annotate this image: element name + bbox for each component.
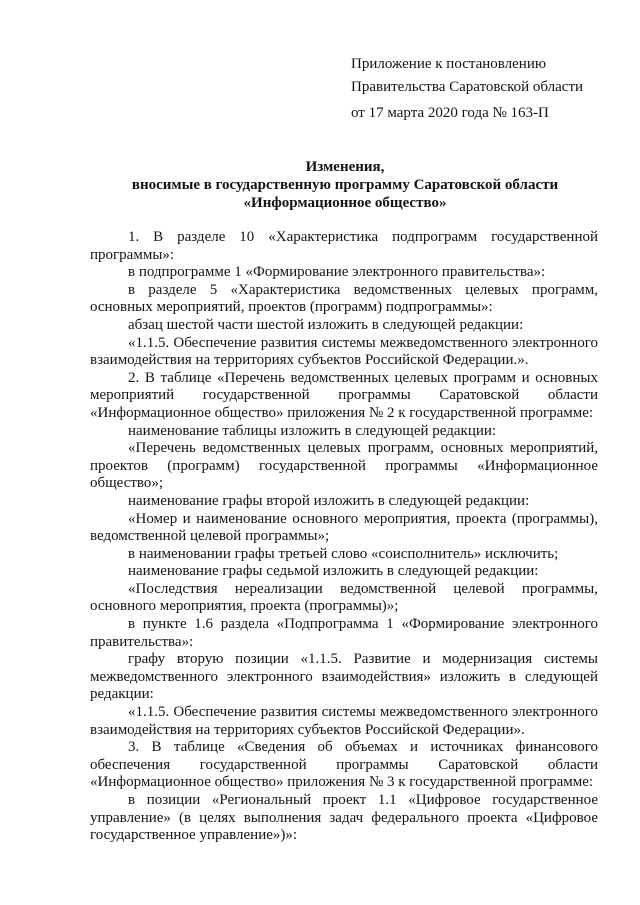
- paragraph: «Перечень ведомственных целевых программ, основных мероприятий, проектов (программ) государственной программы «Информационное общество»;: [90, 440, 598, 492]
- paragraph: «1.1.5. Обеспечение развития системы межведомственного электронного взаимодействия на территориях субъектов Российской Федерации».: [90, 704, 598, 738]
- title-line-3: «Информационное общество»: [243, 195, 447, 211]
- paragraph: в разделе 5 «Характеристика ведомственных целевых программ, основных мероприятий, проектов (программ) подпрограммы»:: [90, 281, 598, 316]
- appendix-line-2: Правительства Саратовской области: [351, 79, 584, 95]
- paragraph: наименование графы седьмой изложить в следующей редакции:: [128, 563, 539, 580]
- paragraph: в позиции «Региональный проект 1.1 «Цифровое государственное управление» (в целях выполнения задач федерального проекта «Цифровое государственное управление»)»:: [90, 792, 598, 844]
- appendix-header: [351, 53, 583, 125]
- appendix-line-1: Приложение к постановлению: [351, 56, 547, 72]
- paragraph: наименование графы второй изложить в следующей редакции:: [128, 492, 530, 509]
- title-line-1: Изменения,: [305, 159, 385, 175]
- paragraph: наименование таблицы изложить в следующей редакции:: [128, 422, 497, 439]
- paragraph: графу вторую позиции «1.1.5. Развитие и модернизация системы межведомственного электронного взаимодействия» изложить в следующей редакции:: [90, 651, 598, 703]
- title-line-2: вносимые в государственную программу Саратовской области: [131, 177, 559, 193]
- appendix-date-line: от 17 марта 2020 года № 163-П: [351, 105, 549, 121]
- document-title: [90, 158, 600, 212]
- paragraph: 2. В таблице «Перечень ведомственных целевых программ и основных мероприятий государственной программы Саратовской области «Информационное общество» приложения № 2 к государственной программе:: [90, 369, 598, 421]
- paragraph: в пункте 1.6 раздела «Подпрограмма 1 «Формирование электронного правительства»:: [90, 616, 598, 650]
- paragraph: «Номер и наименование основного мероприятия, проекта (программы), ведомственной целевой программы»;: [90, 510, 598, 545]
- paragraph: 3. В таблице «Сведения об объемах и источниках финансового обеспечения государственной программы Саратовской области «Информационное общество» приложения № 3 к государственной программе:: [90, 739, 598, 791]
- paragraph: 1. В разделе 10 «Характеристика подпрограмм государственной программы»:: [90, 229, 598, 263]
- paragraph: «1.1.5. Обеспечение развития системы межведомственного электронного взаимодействия на территориях субъектов Российской Федерации.».: [90, 334, 598, 369]
- document-body: [90, 229, 598, 845]
- paragraph: абзац шестой части шестой изложить в следующей редакции:: [128, 316, 524, 333]
- paragraph: «Последствия нереализации ведомственной целевой программы, основного мероприятия, проекта (программы)»;: [90, 580, 598, 615]
- paragraph: в подпрограмме 1 «Формирование электронного правительства»:: [128, 264, 546, 281]
- paragraph: в наименовании графы третьей слово «соисполнитель» исключить;: [128, 545, 559, 562]
